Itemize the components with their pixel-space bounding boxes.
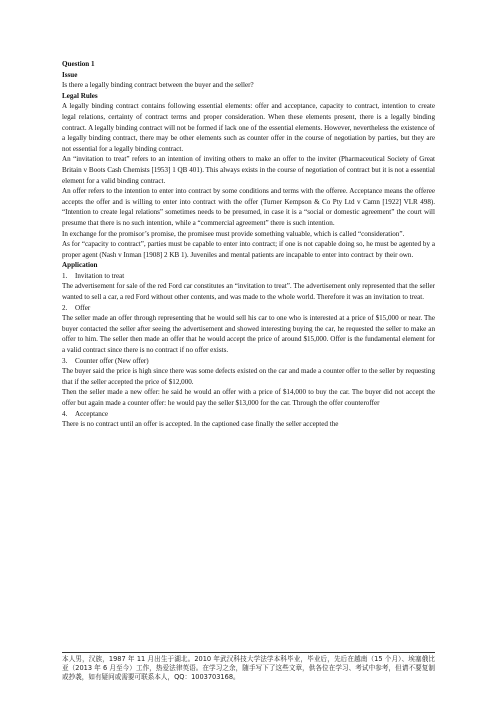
application-heading: Application <box>62 261 98 270</box>
question-title: Question 1 <box>62 60 95 68</box>
rule-paragraph-1: A legally binding contract contains following essential elements: offer and acceptance, capacity to contract, intention to create legal relations, certainty of contract terms and proper consideration. When these elements present, there is a legally binding contract. A legally binding contract will not be formed if lack one of the essential elements. However, nevertheless the existence of a legally binding contract, there may be other elements such as counter offer in the course of negotiation by parties, but they are not essential for a legally binding contract. <box>62 102 435 153</box>
list-number: 3. <box>62 356 68 365</box>
counter-offer-text-2: Then the seller made a new offer: he said he would an offer with a price of $14,000 to buy the car. The buyer did not accept the offer but again made a counter offer: he would pay the seller $13,000 for the car. Through the offer counteroffer <box>62 388 435 407</box>
list-item-counter-offer <box>62 356 435 367</box>
rule-paragraph-5: As for “capacity to contract”, parties must be capable to enter into contract; if one is not capable doing so, he must be agented by a proper agent (Nash v Inman [1908] 2 KB 1). Juveniles and mental patients are incapable to enter into contract by their own. <box>62 240 435 259</box>
invitation-text: The advertisement for sale of the red Ford car constitutes an “invitation to treat”. The advertisement only represented that the seller wanted to sell a car, a red Ford without other contents, and was made to the whole world. Therefore it was an invitation to treat. <box>62 282 435 302</box>
list-number: 1. <box>62 271 68 280</box>
issue-text: Is there a legally binding contract between the buyer and the seller? <box>62 81 254 90</box>
list-item-acceptance <box>62 409 435 420</box>
list-item-title: Offer <box>75 303 91 312</box>
list-item-offer <box>62 303 435 314</box>
list-item-title: Counter offer (New offer) <box>75 356 149 365</box>
rule-paragraph-4: In exchange for the promisor’s promise, the promisee must provide something valuable, which is called “consideration”. <box>62 229 405 238</box>
legal-rules-heading: Legal Rules <box>62 91 98 100</box>
list-number: 4. <box>62 409 68 418</box>
footer-divider <box>62 652 435 653</box>
list-item-title: Invitation to treat <box>75 271 125 280</box>
counter-offer-text: The buyer said the price is high since there was some defects existed on the car and made a counter offer to the seller by requesting that if the seller accepted the price of $12,000. <box>62 367 435 386</box>
issue-heading: Issue <box>62 70 78 79</box>
list-item-title: Acceptance <box>75 409 109 418</box>
rule-paragraph-3: An offer refers to the intention to enter into contract by some conditions and terms with the offeree. Acceptance means the offeree accepts the offer and is willing to enter into contract with the offer (Turner Kempson & Co Pty Ltd v Camn [1922] VLR 498). “Intention to create legal relations” sometimes needs to be presumed, in case it is a “social or domestic agreement” the court will presume that there is no such intention, while a “commercial agreement” there is such intention. <box>62 187 435 227</box>
footer-note: 本人男，汉族，1987 年 11 月出生于湖北。2010 年武汉科技大学法学本科毕业，毕业后，先后在越南（15 个月）、埃塞俄比亚（2013 年 6 月至今）工作，热爱法律英语。在学习之余，随手写下了这些文章，供各位在学习、考试中参考，但请不要复制或抄袭，如有疑问或需要可联系本人，QQ：1003703168。 <box>62 655 435 682</box>
rule-paragraph-2: An “invitation to treat” refers to an intention of inviting others to make an offer to the inviter (Pharmaceutical Society of Great Britain v Boots Cash Chemists [1953] 1 QB 401). This always exists in the course of negotiation of contract but it is not a essential element for a valid binding contract. <box>62 155 435 185</box>
list-item-invitation <box>62 271 435 282</box>
acceptance-text: There is no contract until an offer is accepted. In the captioned case finally the seller accepted the <box>62 420 339 429</box>
offer-text: The seller made an offer through representing that he would sell his car to one who is interested at a price of $15,000 or near. The buyer contacted the seller after seeing the advertisement and showed interesting buying the car, he requested the seller to make an offer to him. The seller then made an offer that he would accept the price of around $15,000. Offer is the fundamental element for a valid contract since there is no contract if no offer exists. <box>62 314 435 355</box>
document-body <box>62 59 435 430</box>
list-number: 2. <box>62 303 68 312</box>
